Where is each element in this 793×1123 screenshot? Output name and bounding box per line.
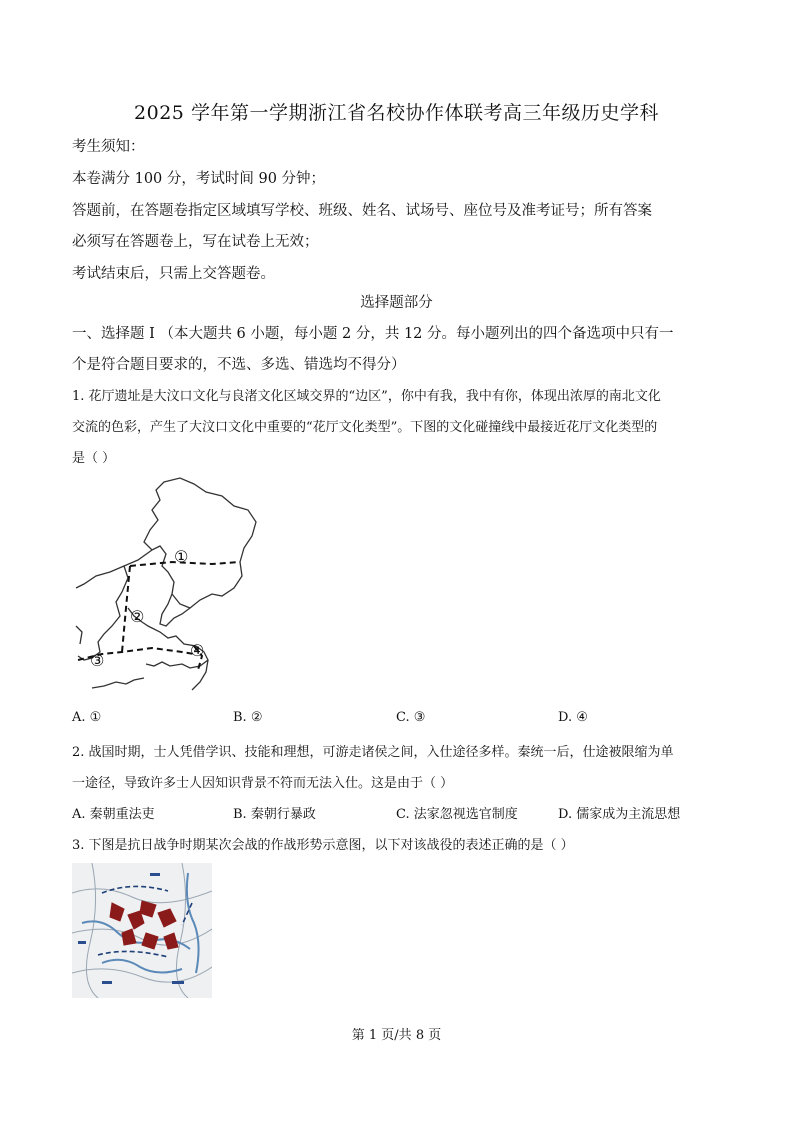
question-1-text: 1. 花厅遗址是大汶口文化与良渚文化区域交界的“边区”，你中有我，我中有你，体现出浓厚的南北文化 <box>72 389 661 404</box>
q2-option-d[interactable]: D. 儒家成为主流思想 <box>558 807 681 822</box>
exam-title: 2025 学年第一学期浙江省名校协作体联考高三年级历史学科 <box>134 102 659 124</box>
q1-option-b[interactable]: B. ② <box>233 710 263 725</box>
notice-item: 本卷满分 100 分，考试时间 90 分钟； <box>72 171 326 187</box>
q2-option-b[interactable]: B. 秦朝行暴政 <box>233 807 316 822</box>
q2-option-c[interactable]: C. 法家忽视选官制度 <box>396 807 518 822</box>
question-1-text: 是（ ） <box>72 451 116 466</box>
question-1-text: 交流的色彩，产生了大汶口文化中重要的“花厅文化类型”。下图的文化碰撞线中最接近花厅文化类型的 <box>72 420 658 435</box>
page-footer: 第 1 页/共 8 页 <box>351 1028 442 1043</box>
q1-option-d[interactable]: D. ④ <box>558 710 588 725</box>
question-1-map <box>72 476 257 696</box>
q2-option-a[interactable]: A. 秦朝重法吏 <box>72 807 155 822</box>
question-2-text: 一途径，导致许多士人因知识背景不符而无法入仕。这是由于（ ） <box>72 776 454 791</box>
map-label-3: ③ <box>90 651 105 670</box>
question-3-battle-map <box>72 863 212 998</box>
q1-option-c[interactable]: C. ③ <box>396 710 426 725</box>
part1-instruction: 一、选择题 I （本大题共 6 小题，每小题 2 分，共 12 分。每小题列出的四个备选项中只有一 <box>72 326 674 342</box>
question-3-text: 3. 下图是抗日战争时期某次会战的作战形势示意图，以下对该战役的表述正确的是（ ） <box>72 838 574 853</box>
part1-instruction: 个是符合题目要求的，不选、多选、错选均不得分） <box>72 357 406 373</box>
map-label-4: ④ <box>190 641 205 660</box>
question-2-text: 2. 战国时期，士人凭借学识、技能和理想，可游走诸侯之间，入仕途径多样。秦统一后，仕途被限缩为单 <box>72 745 674 760</box>
notice-item: 考试结束后，只需上交答题卷。 <box>72 266 275 282</box>
section-title: 选择题部分 <box>360 295 433 311</box>
notice-item: 必须写在答题卷上，写在试卷上无效； <box>72 234 319 250</box>
notice-heading: 考生须知： <box>72 139 145 155</box>
map-label-1: ① <box>174 547 189 566</box>
notice-item: 答题前，在答题卷指定区域填写学校、班级、姓名、试场号、座位号及准考证号；所有答案 <box>72 203 652 219</box>
q1-option-a[interactable]: A. ① <box>72 710 102 725</box>
map-label-2: ② <box>130 607 145 626</box>
